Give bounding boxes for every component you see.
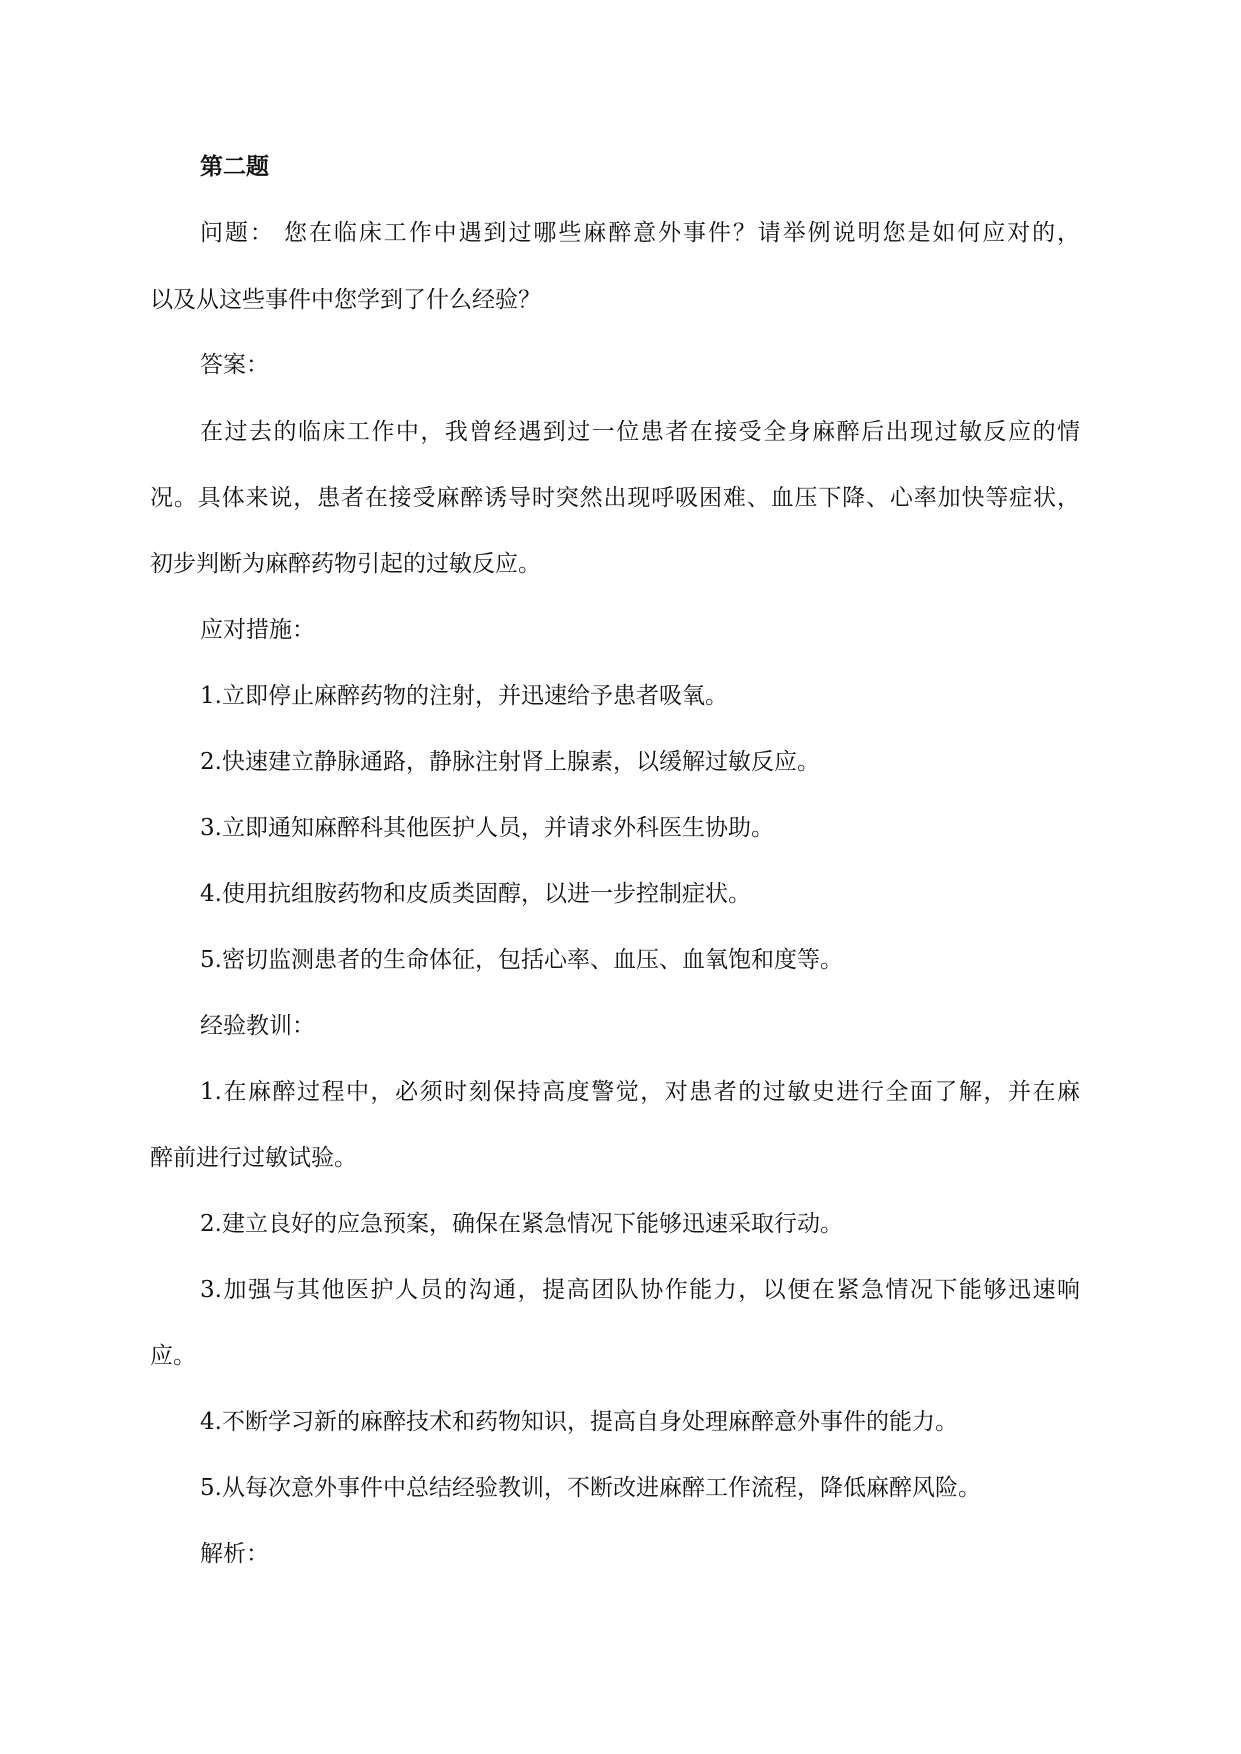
measure-item: 2.快速建立静脉通路，静脉注射肾上腺素，以缓解过敏反应。 (200, 749, 820, 775)
lesson-item-3-line-1: 3.加强与其他医护人员的沟通，提高团队协作能力，以便在紧急情况下能够迅速响 (200, 1277, 1080, 1303)
measure-item: 1.立即停止麻醉药物的注射，并迅速给予患者吸氧。 (200, 683, 728, 709)
lesson-item-1-line-1: 1.在麻醉过程中，必须时刻保持高度警觉，对患者的过敏史进行全面了解，并在麻 (200, 1079, 1080, 1105)
case-paragraph-line-1: 在过去的临床工作中，我曾经遇到过一位患者在接受全身麻醉后出现过敏反应的情 (200, 419, 1080, 445)
question-line-2: 以及从这些事件中您学到了什么经验？ (150, 287, 541, 313)
question-line-1: 问题： 您在临床工作中遇到过哪些麻醉意外事件？请举例说明您是如何应对的， (200, 220, 1080, 246)
case-paragraph-line-2: 况。具体来说，患者在接受麻醉诱导时突然出现呼吸困难、血压下降、心率加快等症状， (150, 485, 1080, 511)
measure-item: 5.密切监测患者的生命体征，包括心率、血压、血氧饱和度等。 (200, 947, 843, 973)
answer-label: 答案： (200, 352, 269, 378)
lesson-item-4: 4.不断学习新的麻醉技术和药物知识，提高自身处理麻醉意外事件的能力。 (200, 1409, 958, 1435)
lesson-item-2: 2.建立良好的应急预案，确保在紧急情况下能够迅速采取行动。 (200, 1211, 843, 1237)
document-title: 第二题 (200, 153, 269, 180)
lesson-item-1-line-2: 醉前进行过敏试验。 (150, 1145, 357, 1171)
measures-heading: 应对措施： (200, 617, 315, 643)
lessons-heading: 经验教训： (200, 1013, 315, 1039)
case-paragraph-line-3: 初步判断为麻醉药物引起的过敏反应。 (150, 551, 541, 577)
lesson-item-3-line-2: 应。 (150, 1343, 196, 1369)
measure-item: 3.立即通知麻醉科其他医护人员，并请求外科医生协助。 (200, 815, 774, 841)
lesson-item-5: 5.从每次意外事件中总结经验教训，不断改进麻醉工作流程，降低麻醉风险。 (200, 1475, 981, 1501)
measure-item: 4.使用抗组胺药物和皮质类固醇，以进一步控制症状。 (200, 881, 751, 907)
analysis-label: 解析： (200, 1541, 269, 1567)
